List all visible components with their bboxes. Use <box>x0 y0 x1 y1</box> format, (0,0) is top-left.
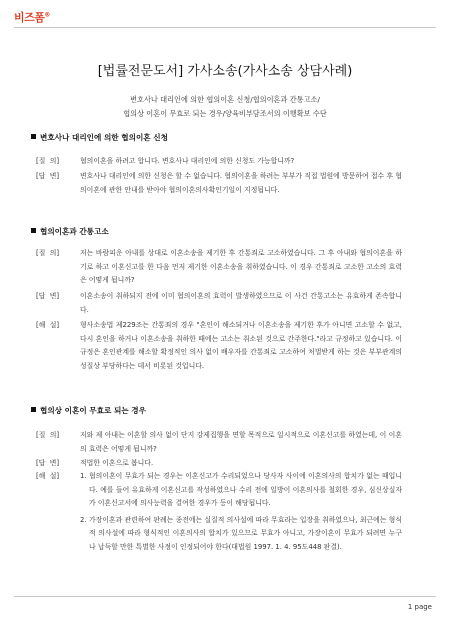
qa-text: 변호사나 대리인에 의한 신청은 할 수 없습니다. 협의이혼을 하려는 부부가 직접 법원에 방문하여 접수 후 협의이혼에 관한 안내를 받아야 협의이혼의사확인기일이 지정됩니다. <box>80 172 402 194</box>
section-heading-text: 변호사나 대리인에 의한 협의이혼 신청 <box>40 133 168 142</box>
header-divider <box>14 27 436 28</box>
qa-row <box>36 290 402 317</box>
page-number: 1 page <box>407 603 432 611</box>
qa-text: 형사소송법 제229조는 간통죄의 경우 "혼인이 해소되거나 이혼소송을 제기한 후가 아니면 고소할 수 없고, 다시 혼인을 하거나 이혼소송을 취하한 때에는 고소는 취소된 것으로 간주한다."라고 규정하고 있습니다. 이 규정은 혼인관계를 해소할 확정적인 의사 없이 배우자를 간통죄로 고소하여 처벌받게 하는 것은 부부관계의 성질상 부당하다는 데서 비롯된 것입니다. <box>80 321 402 370</box>
qa-row <box>36 170 402 197</box>
qa-label: [질 의] <box>36 431 60 439</box>
qa-row <box>36 247 402 288</box>
qa-label: [해 설] <box>36 472 60 480</box>
qa-label: [해 설] <box>36 321 60 329</box>
numbered-item <box>80 470 402 511</box>
item-number: 1. <box>80 472 87 480</box>
logo-mark: ® <box>44 11 50 19</box>
section-heading-text: 협의이혼과 간통고소 <box>40 227 109 236</box>
footer-divider <box>14 596 436 597</box>
logo-text: 비즈폼 <box>14 11 45 24</box>
qa-text: 저와 제 아내는 이혼할 의사 없이 단지 강제집행을 면할 목적으로 일시적으로 이혼신고를 하였는데, 이 이혼의 효력은 어떻게 됩니까? <box>80 431 402 453</box>
qa-text: 이혼소송이 취하되지 전에 이미 협의이혼의 효력이 발생하였으므로 이 사건 간통고소는 유효하게 존속합니다. <box>80 292 402 314</box>
square-bullet-icon <box>31 228 36 233</box>
qa-text: 적법한 이혼으로 봅니다. <box>80 459 154 467</box>
numbered-item <box>80 514 402 555</box>
qa-row <box>36 155 402 169</box>
qa-row <box>36 470 402 554</box>
document-title: [법률전문도서] 가사소송(가사소송 상담사례) <box>97 64 353 79</box>
qa-explanation <box>80 470 402 554</box>
qa-text: 저는 바람피운 아내를 상대로 이혼소송을 제기한 후 간통죄로 고소하였습니다. 그 후 아내와 협의이혼을 하기로 하고 이혼신고를 한 다음 먼저 제기한 이혼소송을 취하였습니다. 이 경우 간통죄로 고소한 고소의 효력은 어떻게 됩니까? <box>80 249 402 284</box>
qa-label: [답 변] <box>36 172 60 180</box>
qa-label: [답 변] <box>36 459 60 467</box>
header-logo <box>14 9 50 25</box>
item-number: 2. <box>80 515 87 524</box>
section-heading <box>31 405 146 416</box>
section-heading <box>31 226 109 237</box>
item-text: 협의이혼이 무효가 되는 경우는 이혼신고가 수리되었으나 당사자 사이에 이혼의사의 합치가 없는 때입니다. 예를 들어 유효하게 이혼신고를 작성하였으나 수리 전에 일방이 이혼의사를 철회한 경우, 심신상실자가 이혼신고서에 의사능력을 결여한 경우가 등이 해당됩니다. <box>89 472 402 507</box>
qa-text: 협의이혼을 하려고 합니다. 변호사나 대리인에 의한 신청도 가능합니까? <box>80 157 295 165</box>
qa-label: [질 의] <box>36 157 60 165</box>
document-subtitle-line1: 변호사나 대리인에 의한 협의이혼 신청/협의이혼과 간통고소/ <box>130 95 320 104</box>
item-text: 가장이혼과 관련하여 판례는 종전에는 실질적 의사설에 따라 무효라는 입장을 취하였으나, 최근에는 형식적 의사설에 따라 형식적인 이혼의사의 합치가 있으므로 무효가 아니고, 가장이혼이 무효가 되려면 누구나 납득할 만한 특별한 사정이 인정되어야 한다(대법원 1997. 1. 4. 95도448 판결). <box>89 515 402 551</box>
qa-label: [질 의] <box>36 249 60 257</box>
qa-row <box>36 429 402 456</box>
square-bullet-icon <box>31 407 36 412</box>
section-heading-text: 협의상 이혼이 무효로 되는 경우 <box>40 406 146 415</box>
qa-row <box>36 457 402 471</box>
qa-row <box>36 319 402 373</box>
document-subtitle-line2: 협의상 이혼이 무효로 되는 경우/양육비부담조서의 이행확보 수단 <box>123 109 327 118</box>
section-heading <box>31 132 168 143</box>
square-bullet-icon <box>31 134 36 139</box>
qa-label: [답 변] <box>36 292 60 300</box>
